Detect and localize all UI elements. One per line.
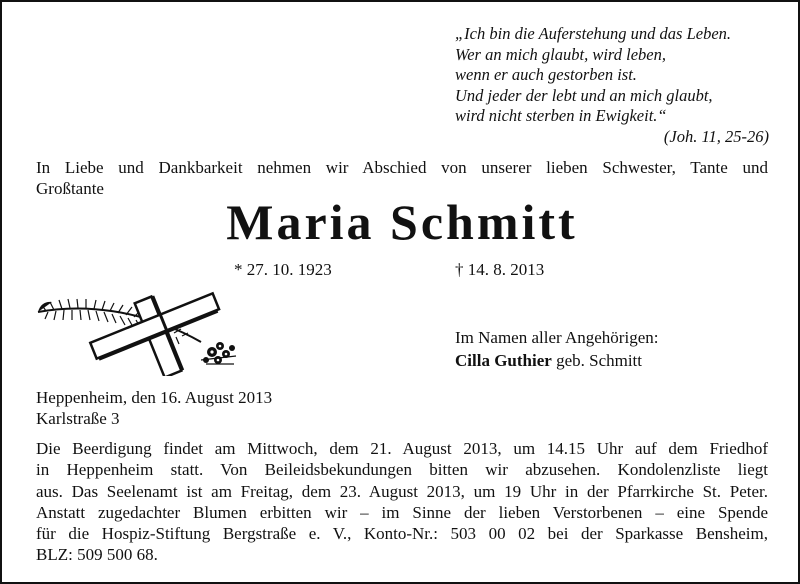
intro-line: In Liebe und Dankbarkeit nehmen wir Abschied von unserer lieben Schwester, Tante und [36,158,768,177]
quote-line: wenn er auch gestorben ist. [455,65,637,84]
quote-line: Und jeder der lebt und an mich glaubt, [455,85,713,105]
funeral-line: BLZ: 509 500 68. [36,545,158,565]
quote-line: Wer an mich glaubt, wird leben, [455,44,666,64]
funeral-line: Die Beerdigung findet am Mittwoch, dem 21. August 2013, um 14.15 Uhr auf dem Friedhof [36,439,768,458]
family-intro: Im Namen aller Angehörigen: [455,328,659,347]
signer-suffix: geb. Schmitt [551,351,643,370]
birth-date: * 27. 10. 1923 [234,260,332,279]
funeral-line: für die Hospiz-Stiftung Bergstraße e. V., Konto-Nr.: 503 00 02 bei der Sparkasse Bensheim, [36,524,768,544]
deceased-name: Maria Schmitt [226,194,578,250]
intro-line: Großtante [36,179,104,198]
cross-with-palm-branch-icon [36,290,241,376]
funeral-line: Anstatt zugedachter Blumen erbitten wir – im Sinne der lieben Verstorbenen – eine Spende [36,502,768,522]
family-signature [455,326,658,372]
bible-quote [455,24,785,147]
place-date-line: Heppenheim, den 16. August 2013 [36,388,273,407]
quote-line: „Ich bin die Auferstehung und das Leben. [455,24,732,43]
place-and-date [36,387,272,429]
death-date: † 14. 8. 2013 [455,260,545,279]
quote-reference: (Joh. 11, 25-26) [663,126,769,146]
street-address: Karlstraße 3 [36,409,120,428]
funeral-line: aus. Das Seelenamt ist am Freitag, dem 23. August 2013, um 19 Uhr in der Pfarrkirche St. Peter. [36,481,768,501]
quote-line: wird nicht sterben in Ewigkeit.“ [455,106,667,125]
signer-name: Cilla Guthier [455,351,552,370]
signer-line [455,349,658,372]
funeral-details [36,438,768,566]
funeral-line: in Heppenheim statt. Von Beileidsbekundungen bitten wir abzusehen. Kondolenzliste liegt [36,460,768,480]
